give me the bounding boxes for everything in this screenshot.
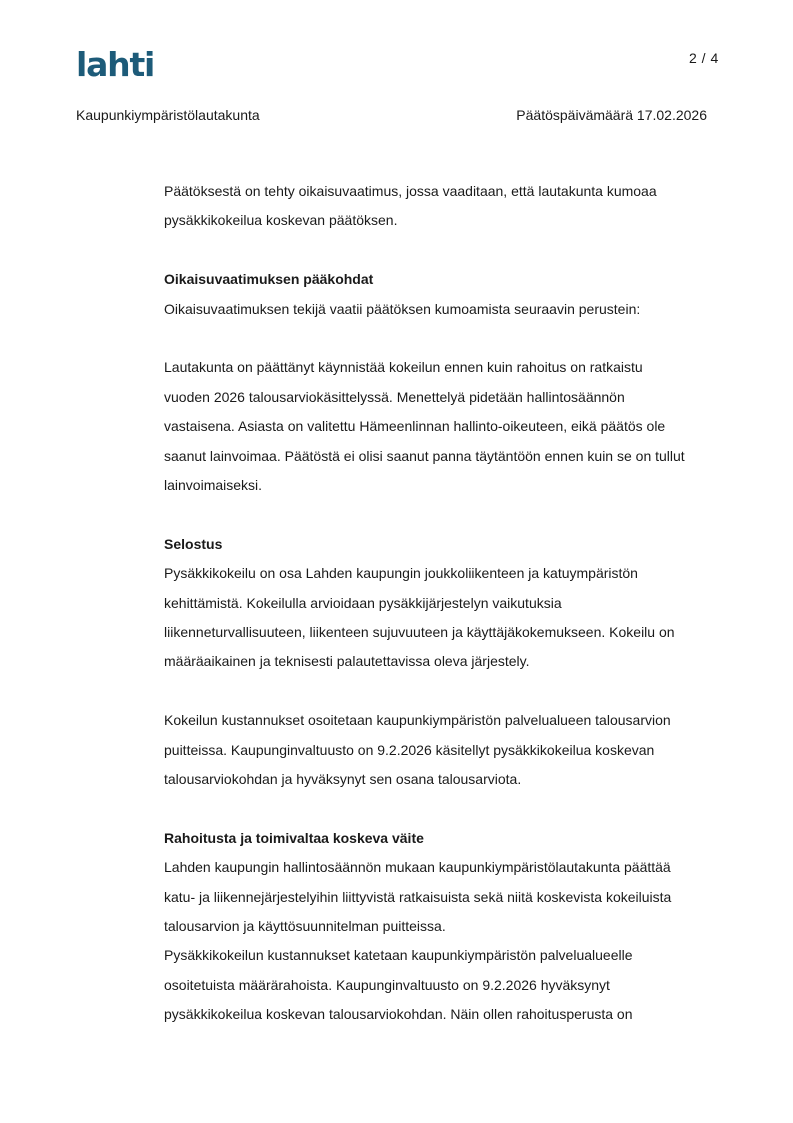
decision-date: Päätöspäivämäärä 17.02.2026	[516, 107, 707, 123]
paragraph-spacer	[164, 677, 724, 706]
appeal-lead-paragraph: Oikaisuvaatimuksen tekijä vaatii päätöksen kumoamista seuraavin perustein:	[164, 300, 641, 317]
paragraph-spacer	[164, 500, 724, 529]
page-number: 2 / 4	[689, 50, 719, 66]
document-body	[164, 177, 724, 1030]
funding-claim-paragraph: Lahden kaupungin hallintosäännön mukaan kaupunkiympäristölautakunta päättää katu- ja liikennejärjestelyihin liittyvistä ratkaisuista sekä niitä koskevista kokeiluista talousarvion ja käyttösuunnitelman puitteissa. Pysäkkikokeilun kustannukset katetaan kaupunkiympäristön palvelualueelle osoitetuista määrärahoista. Kaupunginvaltuusto on 9.2.2026 hyväksynyt pysäkkikokeilua koskevan talousarviokohdan. Näin ollen rahoitusperusta on	[164, 859, 672, 1023]
intro-paragraph: Päätöksestä on tehty oikaisuvaatimus, jossa vaaditaan, että lautakunta kumoaa pysäkkikokeilua koskevan päätöksen.	[164, 183, 657, 229]
section-heading-funding-claim: Rahoitusta ja toimivaltaa koskeva väite	[164, 829, 424, 846]
lahti-logo: lahti	[76, 45, 155, 84]
section-heading-explanation: Selostus	[164, 535, 223, 552]
paragraph-spacer	[164, 794, 724, 823]
explanation-paragraph-2: Kokeilun kustannukset osoitetaan kaupunkiympäristön palvelualueen talousarvion puitteissa. Kaupunginvaltuusto on 9.2.2026 käsitellyt pysäkkikokeilua koskevan talousarviokohdan ja hyväksynyt sen osana talousarviota.	[164, 712, 671, 788]
paragraph-spacer	[164, 324, 724, 353]
section-heading-appeal-points: Oikaisuvaatimuksen pääkohdat	[164, 271, 374, 288]
organization-name: Kaupunkiympäristölautakunta	[76, 107, 260, 123]
appeal-body-paragraph: Lautakunta on päättänyt käynnistää kokeilun ennen kuin rahoitus on ratkaistu vuoden 2026 talousarviokäsittelyssä. Menettelyä pidetään hallintosäännön vastaisena. Asiasta on valitettu Hämeenlinnan hallinto-oikeuteen, eikä päätös ole saanut lainvoimaa. Päätöstä ei olisi saanut panna täytäntöön ennen kuin se on tullut lainvoimaiseksi.	[164, 359, 685, 494]
paragraph-spacer	[164, 236, 724, 265]
explanation-paragraph-1: Pysäkkikokeilu on osa Lahden kaupungin joukkoliikenteen ja katuympäristön kehittämistä. Kokeilulla arvioidaan pysäkkijärjestelyn vaikutuksia liikenneturvallisuuteen, liikenteen sujuvuuteen ja käyttäjäkokemukseen. Kokeilu on määräaikainen ja teknisesti palautettavissa oleva järjestely.	[164, 565, 675, 670]
